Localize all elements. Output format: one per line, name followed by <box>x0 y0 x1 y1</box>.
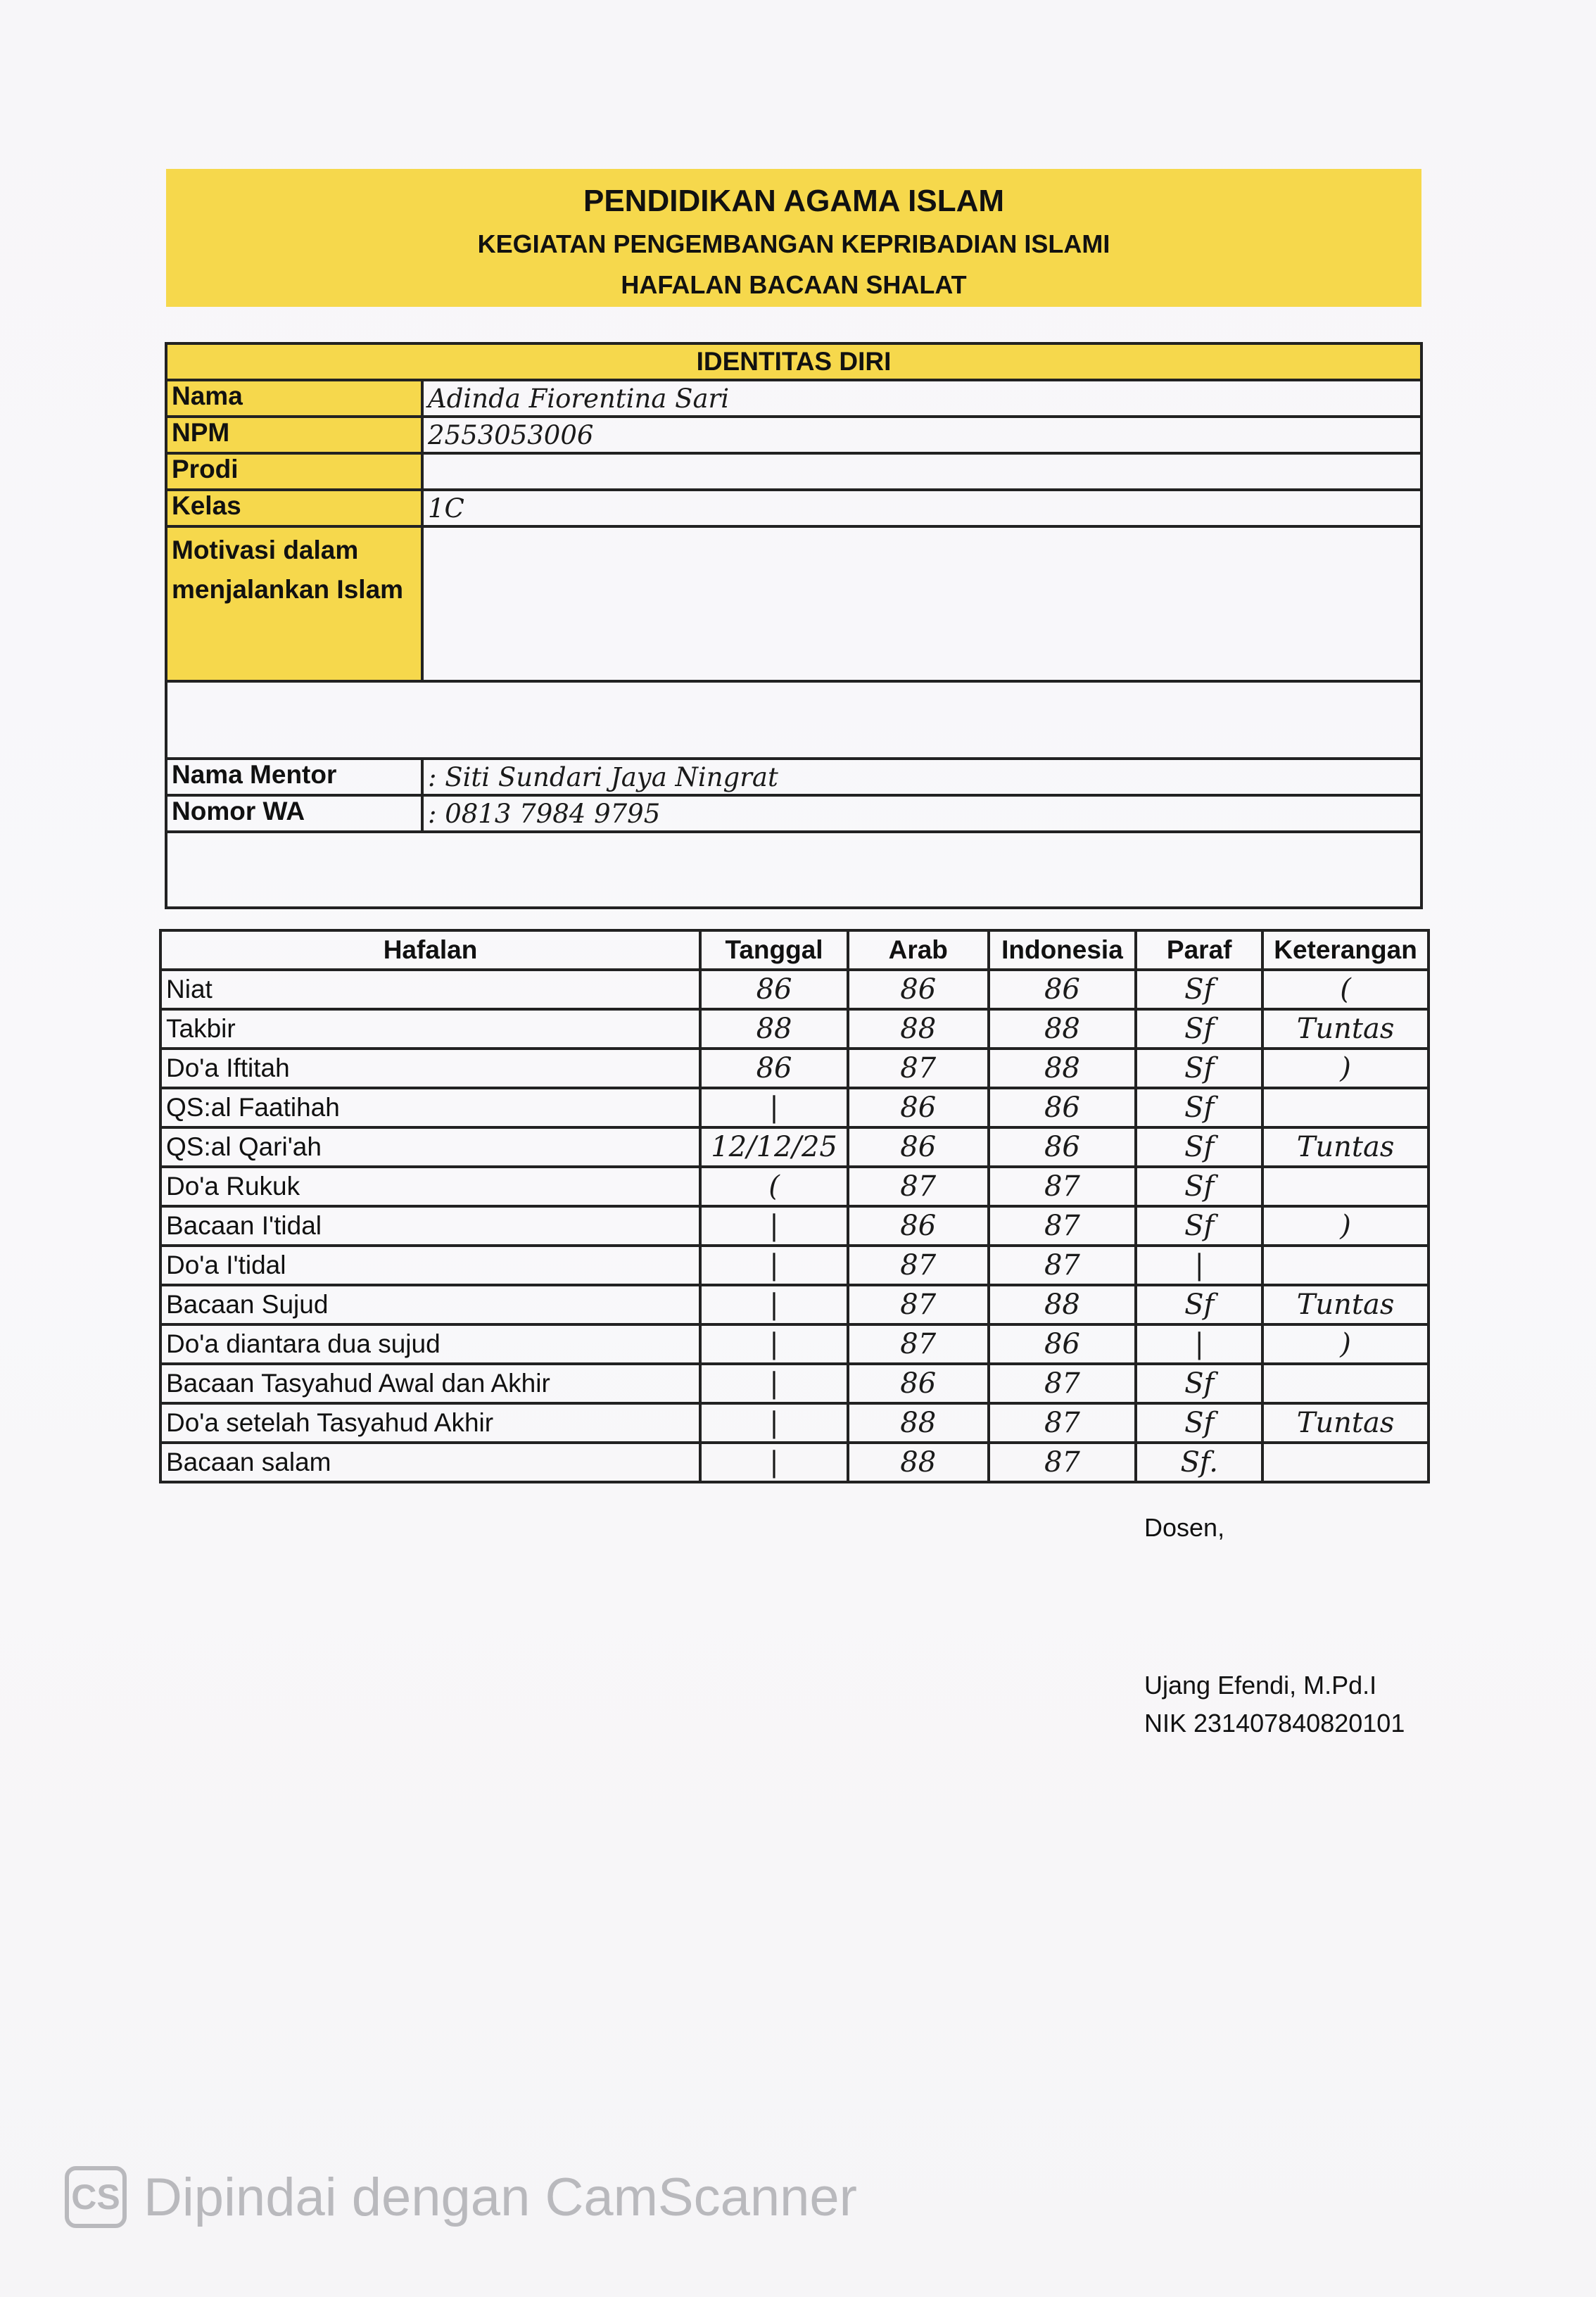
wa-label: Nomor WA <box>166 795 422 832</box>
tanggal-cell: | <box>700 1206 848 1246</box>
indonesia-score: 87 <box>989 1246 1136 1285</box>
paraf-cell: Sf <box>1136 1206 1262 1246</box>
arab-score: 87 <box>848 1246 989 1285</box>
table-row <box>160 1206 1429 1246</box>
hafalan-name: QS:al Qari'ah <box>160 1127 700 1167</box>
indonesia-score: 86 <box>989 1324 1136 1364</box>
keterangan-cell: Tuntas <box>1262 1127 1429 1167</box>
table-row <box>160 1324 1429 1364</box>
dosen-label: Dosen, <box>1144 1513 1225 1542</box>
indonesia-score: 87 <box>989 1364 1136 1403</box>
paraf-cell: | <box>1136 1324 1262 1364</box>
page-title: PENDIDIKAN AGAMA ISLAM <box>583 184 1005 218</box>
hafalan-name: Bacaan I'tidal <box>160 1206 700 1246</box>
table-row <box>160 1049 1429 1088</box>
tanggal-cell: 12/12/25 <box>700 1127 848 1167</box>
hafalan-body <box>160 970 1429 1482</box>
hafalan-name: Takbir <box>160 1009 700 1049</box>
camscanner-text: Dipindai dengan CamScanner <box>144 2167 857 2227</box>
arab-score: 87 <box>848 1324 989 1364</box>
keterangan-cell: ) <box>1262 1206 1429 1246</box>
arab-score: 88 <box>848 1009 989 1049</box>
tanggal-cell: | <box>700 1246 848 1285</box>
hafalan-name: Niat <box>160 970 700 1009</box>
motivasi-label: Motivasi dalam menjalankan Islam <box>166 526 422 681</box>
arab-score: 88 <box>848 1403 989 1443</box>
prodi-label: Prodi <box>166 453 422 490</box>
indonesia-score: 88 <box>989 1049 1136 1088</box>
indonesia-score: 87 <box>989 1167 1136 1206</box>
table-row <box>160 1403 1429 1443</box>
keterangan-cell: ) <box>1262 1324 1429 1364</box>
table-row <box>160 1127 1429 1167</box>
tanggal-cell: 86 <box>700 970 848 1009</box>
keterangan-cell <box>1262 1364 1429 1403</box>
keterangan-cell <box>1262 1167 1429 1206</box>
hafalan-name: Do'a I'tidal <box>160 1246 700 1285</box>
table-row <box>160 1364 1429 1403</box>
hafalan-name: Do'a setelah Tasyahud Akhir <box>160 1403 700 1443</box>
camscanner-logo-icon: CS <box>65 2166 127 2228</box>
identity-row <box>166 380 1421 417</box>
prodi-value <box>422 453 1421 490</box>
indonesia-score: 86 <box>989 970 1136 1009</box>
keterangan-cell: Tuntas <box>1262 1403 1429 1443</box>
indonesia-score: 88 <box>989 1285 1136 1324</box>
keterangan-cell: ) <box>1262 1049 1429 1088</box>
tanggal-cell: | <box>700 1403 848 1443</box>
col-hafalan: Hafalan <box>160 930 700 970</box>
arab-score: 86 <box>848 1206 989 1246</box>
hafalan-name: QS:al Faatihah <box>160 1088 700 1127</box>
hafalan-name: Bacaan Sujud <box>160 1285 700 1324</box>
camscanner-watermark <box>65 2166 857 2228</box>
hafalan-name: Do'a Iftitah <box>160 1049 700 1088</box>
paraf-cell: Sf <box>1136 1285 1262 1324</box>
paraf-cell: Sf <box>1136 1049 1262 1088</box>
paraf-cell: Sf <box>1136 1403 1262 1443</box>
identity-table <box>165 342 1423 909</box>
hafalan-table <box>159 929 1430 1483</box>
name-value: Adinda Fiorentina Sari <box>422 380 1421 417</box>
table-row <box>160 1009 1429 1049</box>
spacer-row <box>166 832 1421 908</box>
paraf-cell: Sf <box>1136 1127 1262 1167</box>
identity-row <box>166 417 1421 453</box>
identity-row <box>166 526 1421 681</box>
indonesia-score: 87 <box>989 1206 1136 1246</box>
tanggal-cell: 88 <box>700 1009 848 1049</box>
kelas-value: 1C <box>422 490 1421 526</box>
spacer-row <box>166 681 1421 759</box>
arab-score: 86 <box>848 1364 989 1403</box>
col-paraf: Paraf <box>1136 930 1262 970</box>
paraf-cell: Sf <box>1136 1009 1262 1049</box>
identity-title: IDENTITAS DIRI <box>166 343 1421 380</box>
dosen-nik: NIK 231407840820101 <box>1144 1709 1405 1738</box>
hafalan-name: Do'a diantara dua sujud <box>160 1324 700 1364</box>
col-indonesia: Indonesia <box>989 930 1136 970</box>
npm-label: NPM <box>166 417 422 453</box>
table-row <box>160 1246 1429 1285</box>
keterangan-cell <box>1262 1088 1429 1127</box>
indonesia-score: 86 <box>989 1127 1136 1167</box>
keterangan-cell: ( <box>1262 970 1429 1009</box>
motivasi-value <box>422 526 1421 681</box>
tanggal-cell: | <box>700 1088 848 1127</box>
arab-score: 87 <box>848 1049 989 1088</box>
wa-value: : 0813 7984 9795 <box>422 795 1421 832</box>
hafalan-name: Bacaan Tasyahud Awal dan Akhir <box>160 1364 700 1403</box>
mentor-label: Nama Mentor <box>166 759 422 795</box>
indonesia-score: 86 <box>989 1088 1136 1127</box>
paraf-cell: Sf <box>1136 1167 1262 1206</box>
tanggal-cell: ( <box>700 1167 848 1206</box>
paraf-cell: Sf <box>1136 1364 1262 1403</box>
arab-score: 87 <box>848 1285 989 1324</box>
tanggal-cell: | <box>700 1443 848 1482</box>
keterangan-cell: Tuntas <box>1262 1285 1429 1324</box>
kelas-label: Kelas <box>166 490 422 526</box>
paraf-cell: Sf <box>1136 1088 1262 1127</box>
header-band <box>166 169 1421 307</box>
tanggal-cell: | <box>700 1364 848 1403</box>
table-row <box>160 1167 1429 1206</box>
tanggal-cell: | <box>700 1324 848 1364</box>
tanggal-cell: | <box>700 1285 848 1324</box>
arab-score: 86 <box>848 1127 989 1167</box>
paraf-cell: | <box>1136 1246 1262 1285</box>
identity-row <box>166 490 1421 526</box>
arab-score: 88 <box>848 1443 989 1482</box>
dosen-name: Ujang Efendi, M.Pd.I <box>1144 1671 1377 1700</box>
hafalan-name: Bacaan salam <box>160 1443 700 1482</box>
tanggal-cell: 86 <box>700 1049 848 1088</box>
col-arab: Arab <box>848 930 989 970</box>
keterangan-cell <box>1262 1443 1429 1482</box>
arab-score: 86 <box>848 970 989 1009</box>
keterangan-cell <box>1262 1246 1429 1285</box>
indonesia-score: 88 <box>989 1009 1136 1049</box>
col-tanggal: Tanggal <box>700 930 848 970</box>
page-subtitle: KEGIATAN PENGEMBANGAN KEPRIBADIAN ISLAMI <box>477 229 1110 258</box>
table-row <box>160 1088 1429 1127</box>
npm-value: 2553053006 <box>422 417 1421 453</box>
identity-row <box>166 453 1421 490</box>
arab-score: 87 <box>848 1167 989 1206</box>
table-row <box>160 1285 1429 1324</box>
arab-score: 86 <box>848 1088 989 1127</box>
hafalan-name: Do'a Rukuk <box>160 1167 700 1206</box>
col-keterangan: Keterangan <box>1262 930 1429 970</box>
keterangan-cell: Tuntas <box>1262 1009 1429 1049</box>
paraf-cell: Sf. <box>1136 1443 1262 1482</box>
paraf-cell: Sf <box>1136 970 1262 1009</box>
hafalan-header-row <box>160 930 1429 970</box>
page-subtitle-2: HAFALAN BACAAN SHALAT <box>621 270 967 299</box>
mentor-value: : Siti Sundari Jaya Ningrat <box>422 759 1421 795</box>
identity-row <box>166 795 1421 832</box>
indonesia-score: 87 <box>989 1443 1136 1482</box>
table-row <box>160 970 1429 1009</box>
name-label: Nama <box>166 380 422 417</box>
identity-row <box>166 759 1421 795</box>
table-row <box>160 1443 1429 1482</box>
indonesia-score: 87 <box>989 1403 1136 1443</box>
